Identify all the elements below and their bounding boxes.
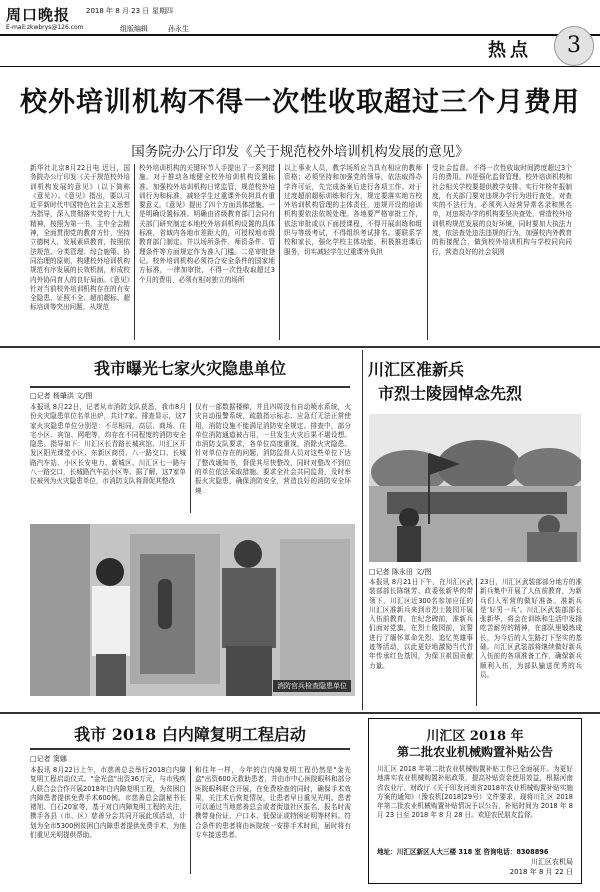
contact-email: E-mail:zkwbrys@126.com: [6, 24, 84, 31]
main-article-col3: 以上事业人员，教学场所应当具有相应的教师资格；必须坚持和加强党的领导，依法取得办学许可证，先完成备案后进行各项工作。对于过度超前超标训练和行为，规定要落实地方校外培训机构管理的主体责任，违规开设的培训机构要依法依规处理。各地要严格审批工作，依法审批或以下面授课程，不得开展训练和组织与等级考试，不得组织考试排名。要联系学校和家长，强化学校主体功能，积极推进课后服务，切实减轻学生过重课外负担: [284, 164, 422, 256]
martyrs-article-col2: 23日，川汇区武装部部分地方的准新兵集中开展了人伍前教育，为新兵们入军营的做好准备。准新兵是‘好男一兵’。川汇区武装部部长张新华，将会在训练和生活中发扬吃苦耐劳的精神，在部队里锻炼成长，为今后的人生路打下坚实的基础。川汇区武装部将继续做好新兵入伍前的各项准备工作，确保新兵顺利入伍，为部队输送优秀的兵员。: [480, 578, 582, 679]
rebuild-article-headline: 我市 2018 白内障复明工程启动: [74, 725, 306, 744]
rebuild-byline-text: 记者 窦娜: [36, 755, 67, 763]
section-rule: [0, 346, 600, 348]
memorial-photo-illustration: [369, 414, 581, 562]
issue-weekday: 星期四: [152, 7, 173, 15]
rebuild-headline-rule: [30, 748, 350, 750]
fire-headline-rule: [30, 386, 350, 388]
main-headline: 校外培训机构不得一次性收取超过三个月费用: [20, 87, 580, 118]
subsidy-notice-box: [368, 718, 582, 884]
main-subheadline: 国务院办公厅印发《关于规范校外培训机构发展的意见》: [131, 144, 469, 160]
martyrs-memorial-photo: [369, 414, 581, 562]
issue-date: 2018 年 8 月 23 日: [86, 7, 150, 15]
martyrs-byline-text: 记者 陈永田 文/图: [375, 568, 432, 576]
rebuild-article-byline: □记者 窦娜: [30, 755, 67, 763]
column-divider: [134, 164, 135, 340]
column-divider: [427, 164, 428, 340]
fire-article-col1: 本报讯 8月22日，记者从市消防支队获悉，我市8月份火灾隐患单位名单出炉，共计7家。排查显示，这7家火灾隐患单位分别是：不尽相同，高层、商场、住宅小区、宾馆、网吧等，均存在不同程度的消防安全隐患。指导如下：川汇区长青路长城宾馆、川汇区开发区阳光课堂小区、东新区商贸、八一路交口、长城路汽车站、小区长安电力、新城区、川汇区七一路与八一路交口，长城路汽车站小区等。据了解，这7家单位被列为火灾隐患单位，市消防支队将督促其整改: [30, 403, 186, 486]
editor-label: 组版编辑: [120, 25, 148, 33]
main-article-col1: 新华社北京8月22日电 近日，国务院办公厅印发《关于规范校外培训机构发展的意见》（以下简称《意见》）。《意见》指出，要以习近平新时代中国特色社会主义思想为指导，深入贯彻落实党的十九大精神，按照为第一书，主中全会精神，全面贯彻党的教育方针，坚持立德树人，发展素质教育，按照依法规范、分类管理、综合施策、协同治理的原则，构建校外培训机构规范有序发展的长效机制，形成校内外协同育人的良好局面。《意见》针对当前校外培训机构存在的有安全隐患、证照不全、超前超标、超标培训等突出问题，从规范: [30, 164, 130, 312]
vertical-divider: [362, 350, 363, 710]
column-divider: [476, 578, 477, 706]
proofreader-name: 孙永生: [168, 25, 189, 33]
fire-byline-text: 记者 杨肇洪 文/图: [36, 392, 93, 400]
page-number-badge: 3: [554, 26, 594, 66]
rebuild-article-col2: 和往年一样，今年的白内障复明工程仍然是"金光盒"出资600元救助患者，并由市中心医院眼科和部分医院眼科联合开展，在免费检查的同时，确保手术效果，关注术后恢复情况，让患者早日重见光明。患者可以通过当地慈善总会或者街道社区报名，报名时需携带身份证、户口本、低保证或特困证明等材料。符合条件的患者将由医院统一安排手术时间，届时将有专车接送患者。: [195, 766, 351, 840]
fire-article-byline: □记者 杨肇洪 文/图: [30, 392, 93, 400]
masthead: 周口晚报: [6, 6, 71, 24]
notice-body: 川汇区 2018 年第二批农业机械购置补贴工作已全面展开。为更好地落实农业机械购置补贴政策，提高补贴资金使用效益，根据河南省农业厅、财政厅《关于印发河南省2018年农业机械购置补贴实施方案的通知》（豫农机[2018]29号）文件要求，现将川汇区 2018 年第二批农业机械购置补贴情况予以公告，补贴时间为 2018 年 8 月 23 日至 2018 年 8 月 28 日。欢迎农民朋友监督。: [377, 765, 573, 820]
fire-article-col2: 仅有一部数据楼梯，并且四周没有自动喷水系统，火灾自动报警系统，疏散指示标志、应急灯无法正常使用，消防设施不能满足消防安全规定。排查中，部分单位消防通道被占用，一旦发生火灾后果不堪设想。市消防支队要求，各单位高度重视，消除火灾隐患。针对单位存在的问题，消防监督人员对这些单位下达了整改通知书，督促其尽快整改，同时对整改不到位的单位依法采取措施。要求全社会共同监督，及时举报火灾隐患，确保消防安全，营造良好的消防安全环境: [195, 403, 351, 495]
section-title: 热点: [488, 40, 532, 61]
fire-inspection-photo: [30, 524, 355, 696]
column-divider: [190, 403, 191, 513]
column-divider: [279, 164, 280, 340]
fire-photo-illustration: [30, 524, 355, 696]
main-article-col4: 受社会监督。不得一次性收取时间跨度超过3个月的费用。四是强化监督管理。校外培训机构和社会相关学校要提供教学安排、实行年检年报制度，有关部门要对违规办学行为进行查处，对查实的不法行为，必须列入经营异常名录和黑名单，对违规办学的机构要坚决查处，营造校外培训机构规范发展的良好环境，同时要加大执法力度，依法查处违法违规的行为，加强校内外教育的衔接配合，做到校外培训机构与学校同向同行，营造良好的社会氛围: [432, 164, 572, 256]
section-rule: [0, 712, 600, 714]
notice-date: 2018 年 8 月 22 日: [509, 868, 573, 876]
notice-title-line2: 第二批农业机械购置补贴公告: [396, 745, 553, 759]
notice-title-line1: 川汇区 2018 年: [426, 729, 524, 744]
martyrs-headline-line2: 市烈士陵园悼念先烈: [378, 384, 523, 403]
fire-article-headline: 我市曝光七家火灾隐患单位: [93, 359, 286, 378]
notice-org: 川汇区农机局: [531, 858, 573, 866]
main-article-col2: 校外培训机构的关键环节入手提出了一系列措施。对于推动各地健全校外培训机构设置标准。加强校外培训机构日常监管，规范校外培训行为和标准，减轻学生过重课外负担具有重要意义。《意见》提出了四个方面具体措施。一是明确设置标准。明确由省级教育部门会同有关部门研究制定本地校外培训机构设置的具体标准，省域内各地市差距大的，可授权地市级教育部门制定。并以场所条件、师资条件、管理条件等方面规定作为准入门槛。二是审批登记。校外培训机构必须符合安全条件的国家地方标准，一律加审批，不得一次性收取超过3个月的费用，必须有相对独立的场所: [139, 164, 275, 284]
rebuild-article-col1: 本报讯 8月22日上午，市慈善总会举行2018白内障复明工程启动仪式。"金光盒"出资36万元，与市残疾人联合会合作开展2018年白内障复明工程，为贫困白内障患者提供免费手术600例。市慈善总会副秘书长褚旭、白石20家等，基于对白内障复明工程的关注，携手各县（市、区）慈善分会共同开展此项活动，计划为全市5300例贫困白内障患者提供免费手术，为他们重见光明提供帮助。: [30, 766, 186, 840]
column-divider: [190, 766, 191, 874]
martyrs-article-byline: □记者 陈永田 文/图: [369, 568, 432, 576]
martyrs-headline-line1: 川汇区准新兵: [368, 360, 465, 379]
header-rule-lower: [0, 66, 600, 67]
notice-address: 地址：川汇区新区人大三楼 318 室 咨询电话：8308896: [377, 848, 549, 856]
fire-photo-caption: 消防官兵检查隐患单位: [273, 680, 351, 692]
martyrs-article-col1: 本报讯 8月21日下午，在川汇区武装部部长陈继芳、政委张新华的带领下，川汇区近300名参加应征的川汇区准新兵来到市烈士陵园开展入伍前教育，在纪念碑前，准新兵们面对党旗，在烈士陵园前，宣誓进行了缅怀革命先烈、追忆英雄事迹等活动，以此更好地激励当代青年传承红色基因，为保卫祖国贡献力量。: [369, 578, 473, 670]
